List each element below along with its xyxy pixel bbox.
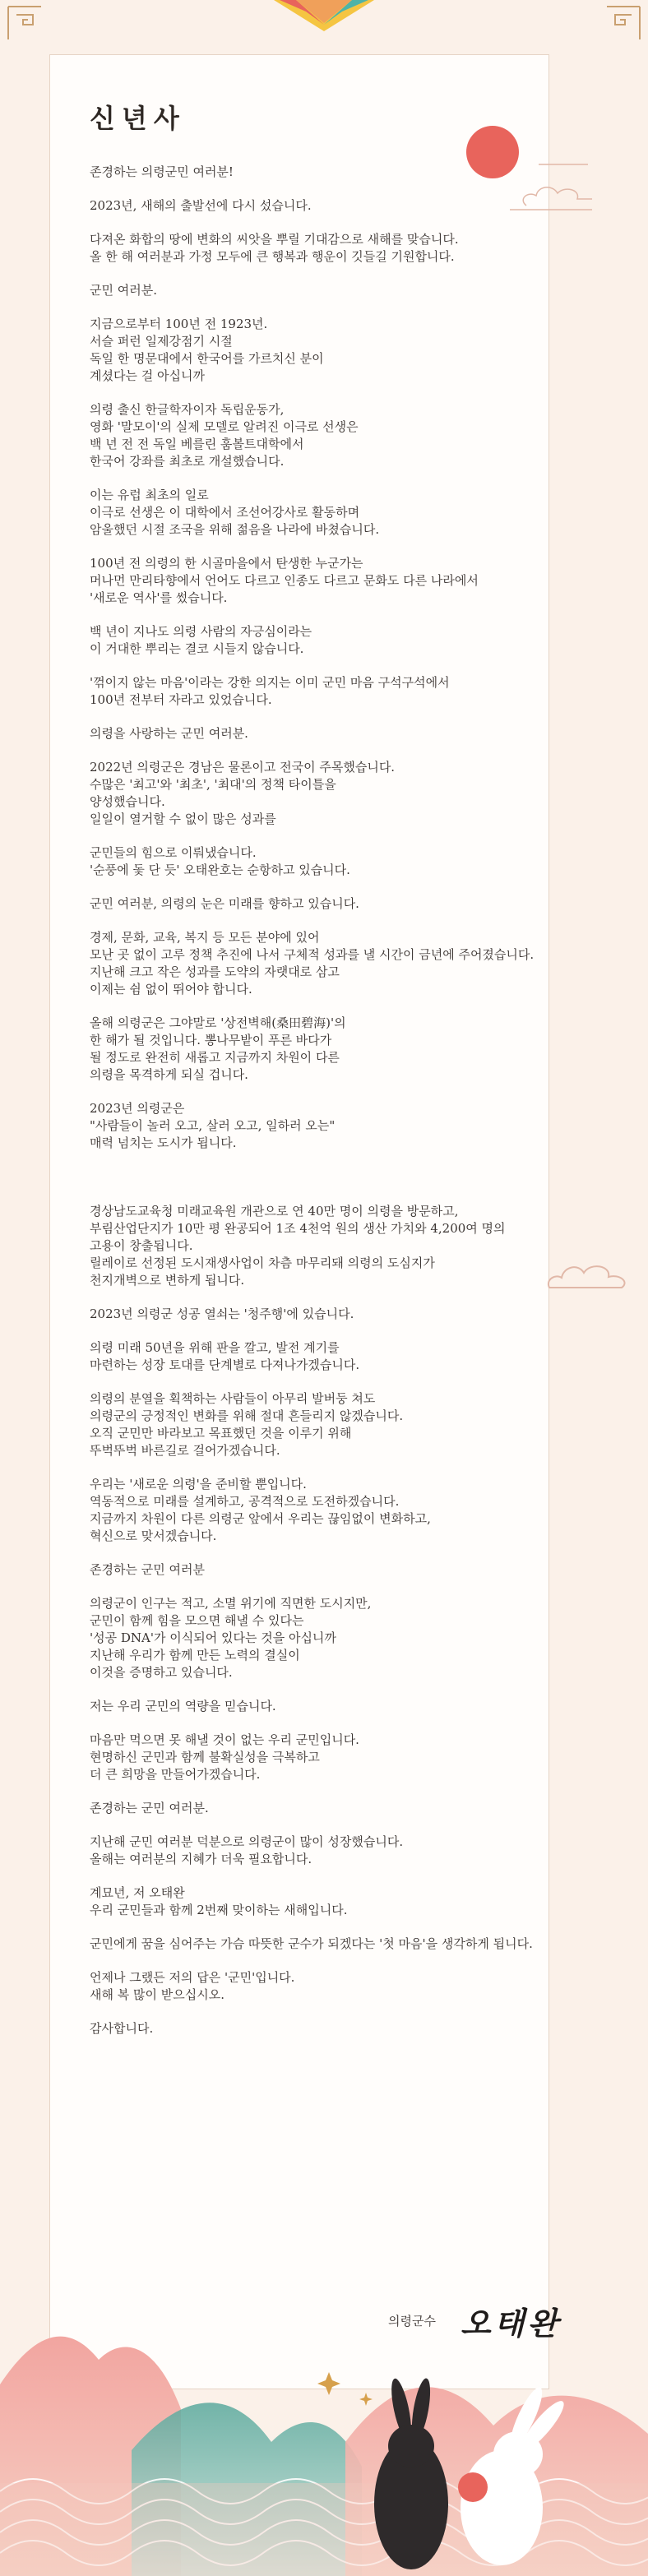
paragraph: 저는 우리 군민의 역량을 믿습니다.: [90, 1699, 276, 1713]
letter-card: [49, 54, 549, 2389]
paragraph: 경제, 문화, 교육, 복지 등 모든 분야에 있어 모난 곳 없이 고루 정책 추진에 나서 구체적 성과를 낼 시간이 금년에 주어졌습니다. 지난해 크고 작은 성과를 도약의 자랫대로 삼고 이제는 쉼 없이 뛰어야 합니다.: [90, 930, 535, 997]
corner-ornament-right: [607, 7, 640, 39]
paragraph: 계묘년, 저 오태완 우리 군민들과 함께 2번째 맞이하는 새해입니다.: [90, 1885, 348, 1917]
page-title: 신년사: [90, 103, 186, 134]
paragraph: 존경하는 의령군민 여러분!: [90, 164, 234, 179]
pennant-ribbon: [274, 0, 374, 31]
paragraph: 군민 여러분.: [90, 283, 157, 298]
cloud-decoration-icon: [428, 148, 592, 238]
signature-role: 의령군수: [388, 2314, 436, 2329]
paragraph: 백 년이 지나도 의령 사람의 자긍심이라는 이 거대한 뿌리는 결코 시들지 않습니다.: [90, 624, 312, 656]
paragraph: 2023년 의령군은 "사람들이 놀러 오고, 살러 오고, 일하러 오는" 매력 넘치는 도시가 됩니다.: [90, 1101, 336, 1150]
sparkle-icon: [317, 2372, 373, 2406]
paragraph: 2023년, 새해의 출발선에 다시 섰습니다.: [90, 198, 312, 213]
paragraph: 의령 출신 한글학자이자 독립운동가, 영화 '말모이'의 실제 모델로 알려진 이극로 선생은 백 년 전 전 독일 베를린 훔볼트대학에서 한국어 강좌를 최초로 개설했습니다.: [90, 402, 359, 469]
paragraph: 의령 미래 50년을 위해 판을 깔고, 발전 계기를 마련하는 성장 토대를 단계별로 다져나가겠습니다.: [90, 1340, 360, 1372]
paragraph: 군민 여러분, 의령의 눈은 미래를 향하고 있습니다.: [90, 896, 359, 911]
paragraph: 경상남도교육청 미래교육원 개관으로 연 40만 명이 의령을 방문하고, 부림산업단지가 10만 평 완공되어 1조 4천억 원의 생산 가치와 4,200여 명의 고용이 창출됩니다. 릴레이로 선정된 도시재생사업이 차츰 마무리돼 의령의 도심지가 천지개벽으로 변하게 됩니다.: [90, 1204, 506, 1288]
corner-ornament-left: [8, 7, 41, 39]
paragraph: 마음만 먹으면 못 해낼 것이 없는 우리 군민입니다. 현명하신 군민과 함께 불확실성을 극복하고 더 큰 희망을 만들어가겠습니다.: [90, 1732, 359, 1782]
paragraph: '꺾이지 않는 마음'이라는 강한 의지는 이미 군민 마음 구석구석에서 100년 전부터 자라고 있었습니다.: [90, 675, 450, 707]
paragraph: 다져온 화합의 땅에 변화의 씨앗을 뿌릴 기대감으로 새해를 맞습니다. 올 한 해 여러분과 가정 모두에 큰 행복과 행운이 깃들길 기원합니다.: [90, 232, 459, 264]
paragraph: 감사합니다.: [90, 2021, 154, 2036]
signature-name: 오태완: [461, 2305, 562, 2342]
paragraph: 군민에게 꿈을 심어주는 가슴 따뜻한 군수가 되겠다는 '첫 마음'을 생각하게 됩니다.: [90, 1936, 533, 1951]
paragraph: 2023년 의령군 성공 열쇠는 '청주행'에 있습니다.: [90, 1306, 354, 1321]
spacer: [90, 1168, 550, 1186]
paragraph: 존경하는 군민 여러분.: [90, 1801, 209, 1815]
paragraph: 언제나 그랬든 저의 답은 '군민'입니다. 새해 복 많이 받으십시오.: [90, 1970, 295, 2002]
paragraph: 이는 유럽 최초의 일로 이극로 선생은 이 대학에서 조선어강사로 활동하며 암울했던 시절 조국을 위해 젊음을 나라에 바쳤습니다.: [90, 488, 380, 537]
paragraph: 의령의 분열을 획책하는 사람들이 아무리 발버둥 쳐도 의령군의 긍정적인 변화를 위해 절대 흔들리지 않겠습니다. 오직 군민만 바라보고 목표했던 것을 이루기 위해 뚜벅뚜벅 바른길로 걸어가겠습니다.: [90, 1391, 404, 1458]
paragraph: 2022년 의령군은 경남은 물론이고 전국이 주목했습니다. 수많은 '최고'와 '최초', '최대'의 정책 타이틀을 양성했습니다. 일일이 열거할 수 없이 많은 성과를: [90, 760, 396, 826]
paragraph: 우리는 '새로운 의령'을 준비할 뿐입니다. 역동적으로 미래를 설계하고, 공격적으로 도전하겠습니다. 지금까지 차원이 다른 의령군 앞에서 우리는 끊임없이 변화하고, 혁신으로 맞서겠습니다.: [90, 1477, 431, 1543]
paragraph: 지난해 군민 여러분 덕분으로 의령군이 많이 성장했습니다. 올해는 여러분의 지혜가 더욱 필요합니다.: [90, 1834, 404, 1866]
paragraph: 의령을 사랑하는 군민 여러분.: [90, 726, 248, 741]
top-decoration: [0, 0, 648, 49]
paragraph: 군민들의 힘으로 이뤄냈습니다. '순풍에 돛 단 듯' 오태완호는 순항하고 있습니다.: [90, 845, 350, 877]
paragraph: 100년 전 의령의 한 시골마을에서 탄생한 누군가는 머나먼 만리타향에서 언어도 다르고 인종도 다르고 문화도 다른 나라에서 '새로운 역사'를 썼습니다.: [90, 556, 479, 605]
paragraph: 존경하는 군민 여러분: [90, 1562, 205, 1577]
cloud-icon: [541, 1251, 640, 1300]
paragraph: 지금으로부터 100년 전 1923년. 서슬 퍼런 일제강점기 시절 독일 한 명문대에서 한국어를 가르치신 분이 계셨다는 걸 아십니까: [90, 317, 324, 383]
paragraph: 의령군이 인구는 적고, 소멸 위기에 직면한 도시지만, 군민이 함께 힘을 모으면 해낼 수 있다는 '성공 DNA'가 이식되어 있다는 것을 아십니까 지난해 우리가 함께 만든 노력의 결실이 이것을 증명하고 있습니다.: [90, 1596, 372, 1680]
paragraph: 올해 의령군은 그야말로 '상전벽해(桑田碧海)'의 한 해가 될 것입니다. 뽕나무밭이 푸른 바다가 될 정도로 완전히 새롭고 지금까지 차원이 다른 의령을 목격하게 되실 겁니다.: [90, 1015, 346, 1082]
letter-body: [90, 164, 550, 2054]
